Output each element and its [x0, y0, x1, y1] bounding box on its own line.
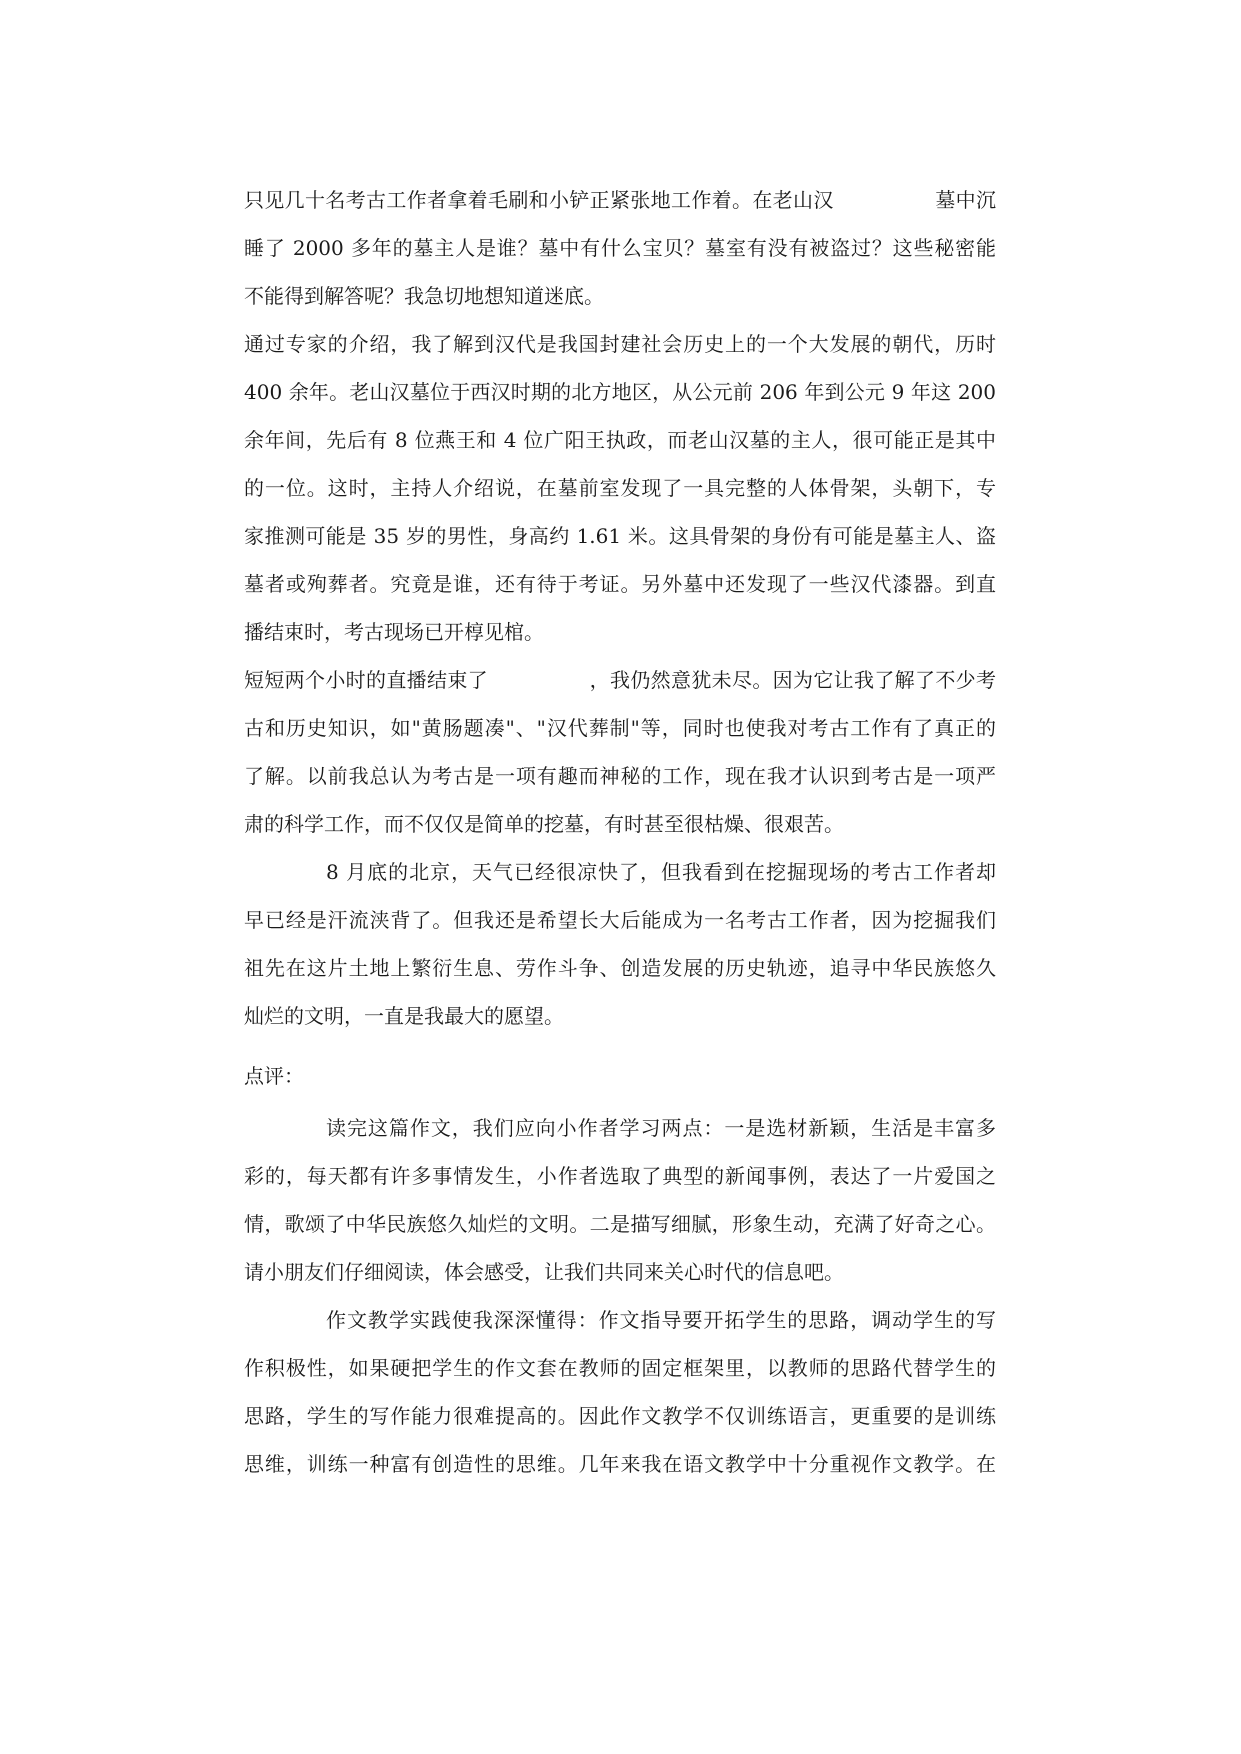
text-line: 情，歌颂了中华民族悠久灿烂的文明。二是描写细腻，形象生动，充满了好奇之心。: [244, 1212, 996, 1236]
text-line: 肃的科学工作，而不仅仅是简单的挖墓，有时甚至很枯燥、很艰苦。: [244, 812, 844, 836]
text-line: 短短两个小时的直播结束了 ，我仍然意犹未尽。因为它让我了解了不少考: [244, 668, 996, 692]
text-line: 思维，训练一种富有创造性的思维。几年来我在语文教学中十分重视作文教学。在: [244, 1452, 996, 1476]
text-line: 读完这篇作文，我们应向小作者学习两点：一是选材新颖，生活是丰富多: [326, 1116, 996, 1140]
text-line: 思路，学生的写作能力很难提高的。因此作文教学不仅训练语言，更重要的是训练: [244, 1404, 996, 1428]
text-line: 家推测可能是 35 岁的男性，身高约 1.61 米。这具骨架的身份有可能是墓主人、盗: [244, 524, 996, 548]
text-line: 只见几十名考古工作者拿着毛刷和小铲正紧张地工作着。在老山汉 墓中沉: [244, 188, 996, 212]
text-line: 墓者或殉葬者。究竟是谁，还有待于考证。另外墓中还发现了一些汉代漆器。到直: [244, 572, 996, 596]
text-line: 睡了 2000 多年的墓主人是谁？墓中有什么宝贝？墓室有没有被盗过？这些秘密能: [244, 236, 996, 260]
text-line: 的一位。这时，主持人介绍说，在墓前室发现了一具完整的人体骨架，头朝下，专: [244, 476, 996, 500]
text-line: 了解。以前我总认为考古是一项有趣而神秘的工作，现在我才认识到考古是一项严: [244, 764, 996, 788]
text-line: 请小朋友们仔细阅读，体会感受，让我们共同来关心时代的信息吧。: [244, 1260, 844, 1284]
text-line: 作积极性，如果硬把学生的作文套在教师的固定框架里，以教师的思路代替学生的: [244, 1356, 996, 1380]
text-line: 余年间，先后有 8 位燕王和 4 位广阳王执政，而老山汉墓的主人，很可能正是其中: [244, 428, 996, 452]
text-line: 400 余年。老山汉墓位于西汉时期的北方地区，从公元前 206 年到公元 9 年这 200: [244, 380, 996, 404]
text-line: 8 月底的北京，天气已经很凉快了，但我看到在挖掘现场的考古工作者却: [326, 860, 996, 884]
text-line: 灿烂的文明，一直是我最大的愿望。: [244, 1004, 564, 1028]
text-line: 播结束时，考古现场已开椁见棺。: [244, 620, 544, 644]
text-line: 早已经是汗流浃背了。但我还是希望长大后能成为一名考古工作者，因为挖掘我们: [244, 908, 996, 932]
text-line: 不能得到解答呢？我急切地想知道迷底。: [244, 284, 604, 308]
text-line: 通过专家的介绍，我了解到汉代是我国封建社会历史上的一个大发展的朝代，历时: [244, 332, 996, 356]
text-line: 作文教学实践使我深深懂得：作文指导要开拓学生的思路，调动学生的写: [326, 1308, 996, 1332]
text-line: 点评：: [244, 1064, 304, 1088]
text-line: 祖先在这片土地上繁衍生息、劳作斗争、创造发展的历史轨迹，追寻中华民族悠久: [244, 956, 996, 980]
text-line: 古和历史知识，如"黄肠题凑"、"汉代葬制"等，同时也使我对考古工作有了真正的: [244, 716, 996, 740]
text-line: 彩的，每天都有许多事情发生，小作者选取了典型的新闻事例，表达了一片爱国之: [244, 1164, 996, 1188]
